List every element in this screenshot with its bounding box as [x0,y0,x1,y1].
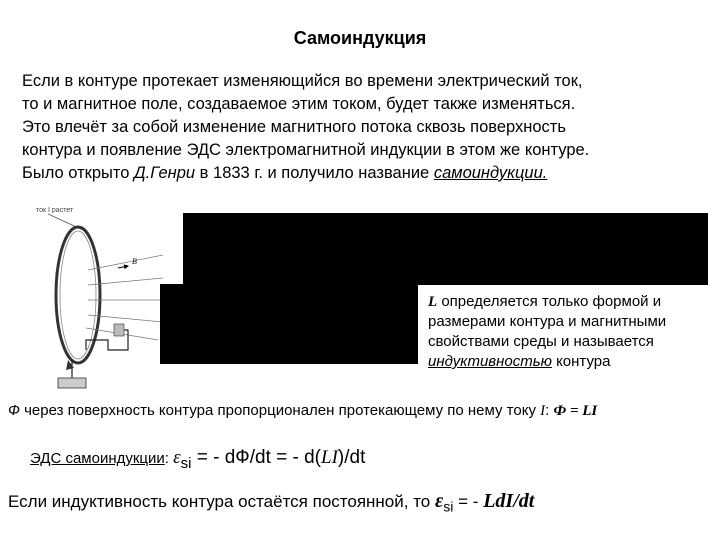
intro-line-5-mid: в 1833 г. и получило название [195,164,434,182]
intro-line-1: Если в контуре протекает изменяющийся во времени электрический ток, [22,72,583,90]
battery [114,324,124,336]
intro-paragraph [22,70,712,185]
constant-inductance-line [8,490,534,515]
flux-proportional-line [8,402,720,420]
coil-loop [56,227,100,363]
const-eq: = - [453,492,484,511]
flux-text: через поверхность контура пропорционален протекающему по нему току [19,402,541,419]
current-symbol: I [540,403,546,419]
intro-line-4: контура и появление ЭДС электромагнитной индукции в этом же контуре. [22,141,590,159]
page-title: Самоиндукция [293,28,427,48]
emf-line [30,447,365,472]
const-subscript: si [443,499,454,516]
symbol-L: L [428,294,438,310]
inductance-note [428,292,718,372]
emf-eq-part1: = - dФ/dt = - d( [191,447,322,468]
flux-formula: Ф = LI [553,403,598,419]
emf-li: LI [321,447,338,468]
const-formula: LdI/dt [483,490,535,512]
epsilon-subscript: si [180,454,192,472]
const-text: Если индуктивность контура остаётся постоянной, то [8,492,435,511]
intro-line-5 [22,162,712,185]
term-self-induction: самоиндукции. [433,164,548,182]
note-text-b: контура [551,353,611,370]
emf-eq-part2: )/dt [337,447,366,468]
redacted-block-top [183,213,708,285]
emf-colon: : [164,450,174,467]
term-inductance: индуктивностью [428,353,552,370]
figure-caption: ток I растет [36,207,74,214]
emf-label: ЭДС самоиндукции [30,450,165,467]
const-epsilon: ε [434,490,444,512]
field-label: B [132,257,137,266]
phi-symbol: Ф [8,402,20,419]
flux-colon: : [545,402,554,419]
intro-line-2: то и магнитное поле, создаваемое этим током, будет также изменяться. [22,95,576,113]
intro-line-3: Это влечёт за собой изменение магнитного потока сквозь поверхность [22,118,566,136]
switch-box [58,378,86,388]
epsilon-symbol: ε [173,447,181,468]
intro-line-5-start: Было открыто [22,164,135,182]
coil-diagram [28,200,168,395]
redacted-block-bottom [160,284,418,364]
discoverer-name: Д.Генри [134,164,196,182]
note-text-a: определяется только формой и размерами контура и магнитными свойствами среды и называется [428,293,667,350]
